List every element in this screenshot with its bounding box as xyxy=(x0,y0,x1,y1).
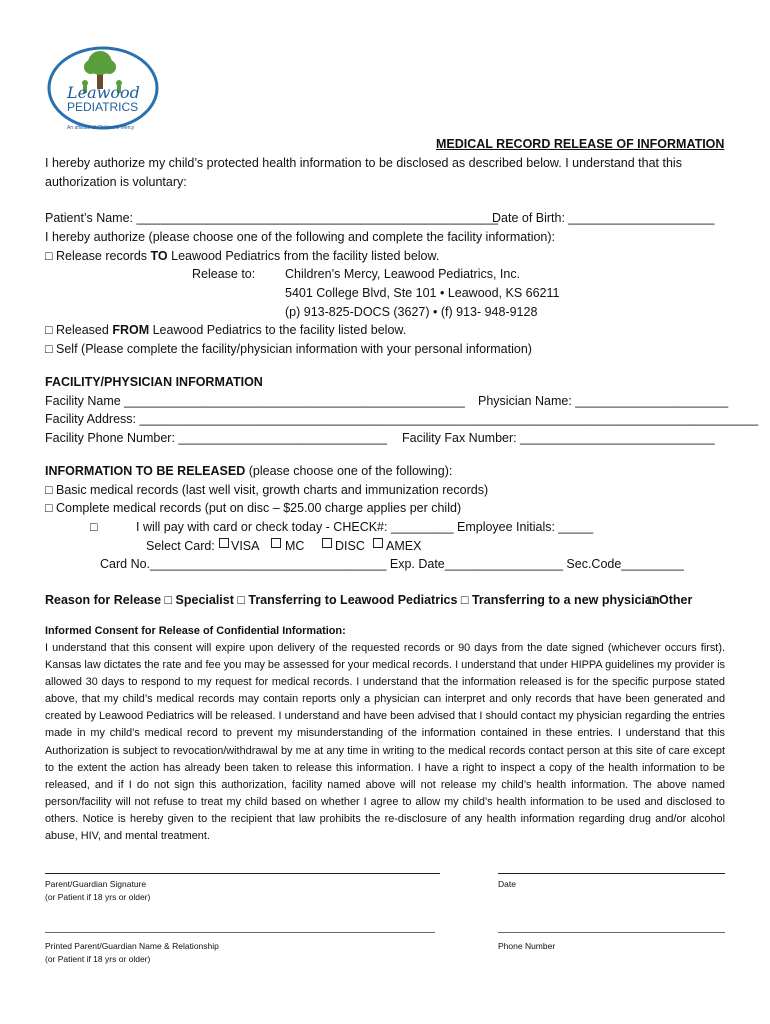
printed-name-label: Printed Parent/Guardian Name & Relationship xyxy=(45,941,219,951)
reason-for-release[interactable]: Reason for Release □ Specialist □ Transferring to Leawood Pediatrics □ Transferring to a new physician xyxy=(45,593,660,607)
release-from-option[interactable] xyxy=(45,323,406,338)
logo-text-pediatrics: PEDIATRICS xyxy=(67,100,139,114)
date-of-birth-field[interactable]: Date of Birth: _____________________ xyxy=(492,211,715,225)
date-line[interactable] xyxy=(498,873,725,874)
info-heading xyxy=(45,464,452,479)
mc-checkbox[interactable] xyxy=(271,538,281,548)
leawood-pediatrics-logo xyxy=(45,45,165,137)
facility-phone-field[interactable]: Facility Phone Number: ______________________________ xyxy=(45,431,387,445)
info-heading-rest: (please choose one of the following): xyxy=(245,464,453,478)
printed-name-sublabel: (or Patient if 18 yrs or older) xyxy=(45,954,151,964)
guardian-signature-line[interactable] xyxy=(45,873,440,874)
phone-number-line[interactable] xyxy=(498,932,725,933)
release-from-option-post: Leawood Pediatrics to the facility listed below. xyxy=(149,323,407,337)
disc-label: DISC xyxy=(335,539,365,553)
guardian-signature-sublabel: (or Patient if 18 yrs or older) xyxy=(45,892,151,902)
amex-checkbox[interactable] xyxy=(373,538,383,548)
visa-checkbox[interactable] xyxy=(219,538,229,548)
pay-line[interactable]: I will pay with card or check today - CHECK#: _________ Employee Initials: _____ xyxy=(136,520,594,534)
printed-name-line[interactable] xyxy=(45,932,435,933)
release-to-option-bold: TO xyxy=(150,249,168,263)
card-number-line[interactable]: Card No.__________________________________ Exp. Date_________________ Sec.Code_________ xyxy=(100,557,684,571)
disc-checkbox[interactable] xyxy=(322,538,332,548)
consent-heading: Informed Consent for Release of Confidential Information: xyxy=(45,625,346,637)
info-heading-bold: INFORMATION TO BE RELEASED xyxy=(45,464,246,478)
guardian-signature-label: Parent/Guardian Signature xyxy=(45,879,147,889)
release-to-option[interactable] xyxy=(45,249,439,264)
release-from-option-pre: □ Released xyxy=(45,323,113,337)
release-to-label: Release to: xyxy=(192,267,256,281)
reason-other-option[interactable]: □ Other xyxy=(648,593,693,607)
release-to-option-pre: □ Release records xyxy=(45,249,151,263)
logo-tagline: An affiliate of Children's Mercy xyxy=(67,125,135,131)
consent-body: I understand that this consent will expire upon delivery of the requested records or 90 days from the date signed (whichever occurs first). Kansas law dictates the rate and fee you may be assessed for your medical records. I understand that under HIPPA guidelines my provider is allowed 30 days to respond to my request for medical records. I understand that the information released is for the specific purpose stated above, that my child’s medical records may contain reports only a physician can interpret and only records that have been generated and created by Leawood Pediatrics will be released. I understand and have been advised that I should contact my physician regarding the entries made in my child’s medical record to prevent my misunderstanding of the information contained in these entries. I understand that this Authorization is subject to revocation/withdrawal by me at any time in writing to the medical records contact person at this site of care except to the extent the action has already been taken to release this information. I have a right to inspect a copy of the health information to be released, and if I do not sign this authorization, facility named above will not release my child’s health information. The above named person/facility will not refuse to treat my child based on whether I agree to allow my child’s health information to be used and disclosed to others. Notice is hereby given to the recipient that law prohibits the re-disclosure of any health information regarding drug and/or alcohol abuse, HIV, and mental treatment. xyxy=(45,642,725,843)
address-line-2: 5401 College Blvd, Ste 101 • Leawood, KS 66211 xyxy=(285,286,560,300)
release-from-option-bold: FROM xyxy=(112,323,150,337)
date-label: Date xyxy=(498,879,516,889)
intro-line-2: authorization is voluntary: xyxy=(45,175,187,189)
basic-records-option[interactable]: □ Basic medical records (last well visit, growth charts and immunization records) xyxy=(45,483,489,497)
intro-line-1: I hereby authorize my child’s protected health information to be disclosed as described below. I understand that this xyxy=(45,156,682,170)
logo-text-leawood: Leawood xyxy=(67,83,140,102)
mc-label: MC xyxy=(285,539,305,553)
physician-name-field[interactable]: Physician Name: ______________________ xyxy=(478,394,729,408)
address-line-1: Children’s Mercy, Leawood Pediatrics, Inc. xyxy=(285,267,521,281)
complete-records-option[interactable]: □ Complete medical records (put on disc – $25.00 charge applies per child) xyxy=(45,501,462,515)
facility-fax-field[interactable]: Facility Fax Number: ____________________________ xyxy=(402,431,715,445)
amex-label: AMEX xyxy=(386,539,422,553)
page-title: MEDICAL RECORD RELEASE OF INFORMATION xyxy=(436,137,725,151)
release-to-option-post: Leawood Pediatrics from the facility listed below. xyxy=(167,249,440,263)
facility-address-field[interactable]: Facility Address: _________________________________________________________________________________________ xyxy=(45,412,759,426)
self-option[interactable]: □ Self (Please complete the facility/physician information with your personal information) xyxy=(45,342,532,356)
facility-heading: FACILITY/PHYSICIAN INFORMATION xyxy=(45,375,263,389)
phone-number-label: Phone Number xyxy=(498,941,556,951)
select-card-label: Select Card: xyxy=(146,539,215,553)
address-line-3: (p) 913-825-DOCS (3627) • (f) 913- 948-9128 xyxy=(285,305,538,319)
visa-label: VISA xyxy=(231,539,260,553)
pay-checkbox[interactable]: □ xyxy=(90,520,98,534)
patient-name-field[interactable]: Patient’s Name: ____________________________________________________ xyxy=(45,211,498,225)
facility-name-field[interactable]: Facility Name _________________________________________________ xyxy=(45,394,465,408)
authorize-instructions: I hereby authorize (please choose one of the following and complete the facility information): xyxy=(45,230,556,244)
